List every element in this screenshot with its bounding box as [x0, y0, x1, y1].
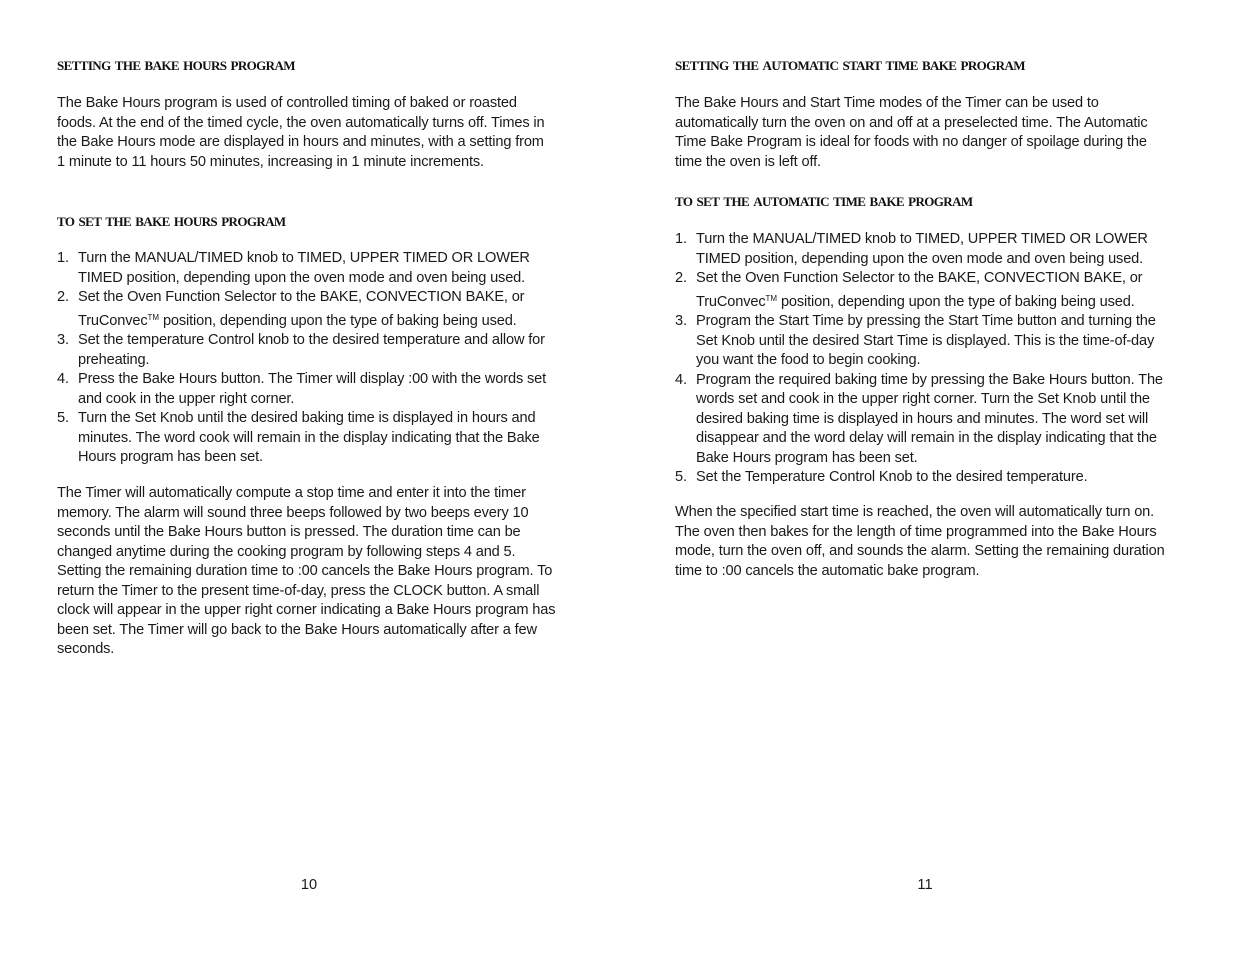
step-number: 4.: [57, 371, 69, 387]
step-number: 3.: [57, 332, 69, 348]
subsection-heading: to set the bake hours program: [57, 210, 286, 231]
step-number: 5.: [675, 469, 687, 485]
step-number: 5.: [57, 410, 69, 426]
list-item: [57, 331, 562, 370]
list-item: [57, 370, 562, 409]
step-number: 2.: [675, 270, 687, 286]
step-number: 2.: [57, 289, 69, 305]
step-number: 4.: [675, 371, 687, 388]
list-item: [675, 371, 1175, 469]
left-page: [57, 0, 562, 954]
step-text: Set the Temperature Control Knob to the desired temperature.: [696, 469, 1088, 485]
trademark-mark: TM: [765, 293, 778, 303]
step-text-part: position, depending upon the type of baking being used.: [159, 312, 517, 329]
step-text: Program the Start Time by pressing the Start Time button and turning the Set Knob until the desired Start Time is displayed. This is the time-of-day you want the food to begin cooking.: [696, 313, 1156, 368]
page-number: 10: [300, 877, 318, 893]
step-text: Turn the MANUAL/TIMED knob to TIMED, UPPER TIMED OR LOWER TIMED position, depending upon the oven mode and oven being used.: [696, 231, 1148, 267]
step-number: 1.: [675, 231, 687, 247]
step-text: Press the Bake Hours button. The Timer will display :00 with the words set and cook in the upper right corner.: [78, 371, 547, 407]
list-item: [57, 288, 562, 331]
step-list: [57, 249, 562, 468]
list-item: [675, 269, 1175, 312]
subsection-heading: to set the automatic time bake program: [675, 190, 973, 211]
section-heading: setting the automatic start time bake program: [675, 54, 1025, 75]
intro-paragraph: The Bake Hours and Start Time modes of the Timer can be used to automatically turn the oven on and off at a preselected time. The Automatic Time Bake Program is ideal for foods with no danger of spoilage during the time the oven is left off.: [675, 95, 1148, 170]
list-item: [675, 468, 1175, 488]
trademark-mark: TM: [147, 312, 160, 322]
step-text-part: Set the Oven Function Selector to the BAKE, CONVECTION BAKE, or TruConvec: [78, 289, 525, 329]
right-page: [675, 0, 1175, 954]
closing-paragraph: When the specified start time is reached, the oven will automatically turn on. The oven then bakes for the length of time programmed into the Bake Hours mode, turn the oven off, and sounds the alarm. Setting the remaining duration time to :00 cancels the automatic bake program.: [675, 504, 1165, 579]
section-heading: setting the bake hours program: [57, 54, 295, 75]
list-item: [57, 249, 562, 288]
step-text: Program the required baking time by pressing the Bake Hours button. The words set and cook in the upper right corner. Turn the Set Knob until the desired baking time is displayed in hours and minutes. The word set will disappear and the word delay will remain in the display indicating that the Bake Hours program has been set.: [696, 371, 1163, 466]
step-text-part: position, depending upon the type of baking being used.: [777, 293, 1135, 310]
closing-paragraph: The Timer will automatically compute a stop time and enter it into the timer memory. The alarm will sound three beeps followed by two beeps every 10 seconds until the Bake Hours button is pressed. The duration time can be changed anytime during the cooking program by following steps 4 and 5. Setting the remaining duration time to :00 cancels the Bake Hours program. To return the Timer to the present time-of-day, press the CLOCK button. A small clock will appear in the upper right corner indicating a Bake Hours program has been set. The Timer will go back to the Bake Hours automatically after a few seconds.: [57, 485, 556, 657]
list-item: [675, 312, 1175, 371]
list-item: [675, 230, 1175, 269]
intro-paragraph: The Bake Hours program is used of controlled timing of baked or roasted foods. At the end of the timed cycle, the oven automatically turns off. Times in the Bake Hours mode are displayed in hours and minutes, with a setting from 1 minute to 11 hours 50 minutes, increasing in 1 minute increments.: [57, 95, 545, 170]
step-text-part: Set the Oven Function Selector to the BAKE, CONVECTION BAKE, or TruConvec: [696, 270, 1143, 310]
step-number: 1.: [57, 250, 69, 266]
step-number: 3.: [675, 313, 687, 329]
step-text: [696, 269, 1175, 312]
step-list: [675, 230, 1175, 488]
step-text: Set the temperature Control knob to the desired temperature and allow for preheating.: [78, 332, 545, 368]
step-text: Turn the MANUAL/TIMED knob to TIMED, UPPER TIMED OR LOWER TIMED position, depending upon the oven mode and oven being used.: [78, 250, 530, 286]
page-number: 11: [917, 877, 933, 893]
step-text: Turn the Set Knob until the desired baking time is displayed in hours and minutes. The word cook will remain in the display indicating that the Bake Hours program has been set.: [78, 410, 540, 465]
step-text: [78, 288, 562, 331]
list-item: [57, 409, 562, 468]
